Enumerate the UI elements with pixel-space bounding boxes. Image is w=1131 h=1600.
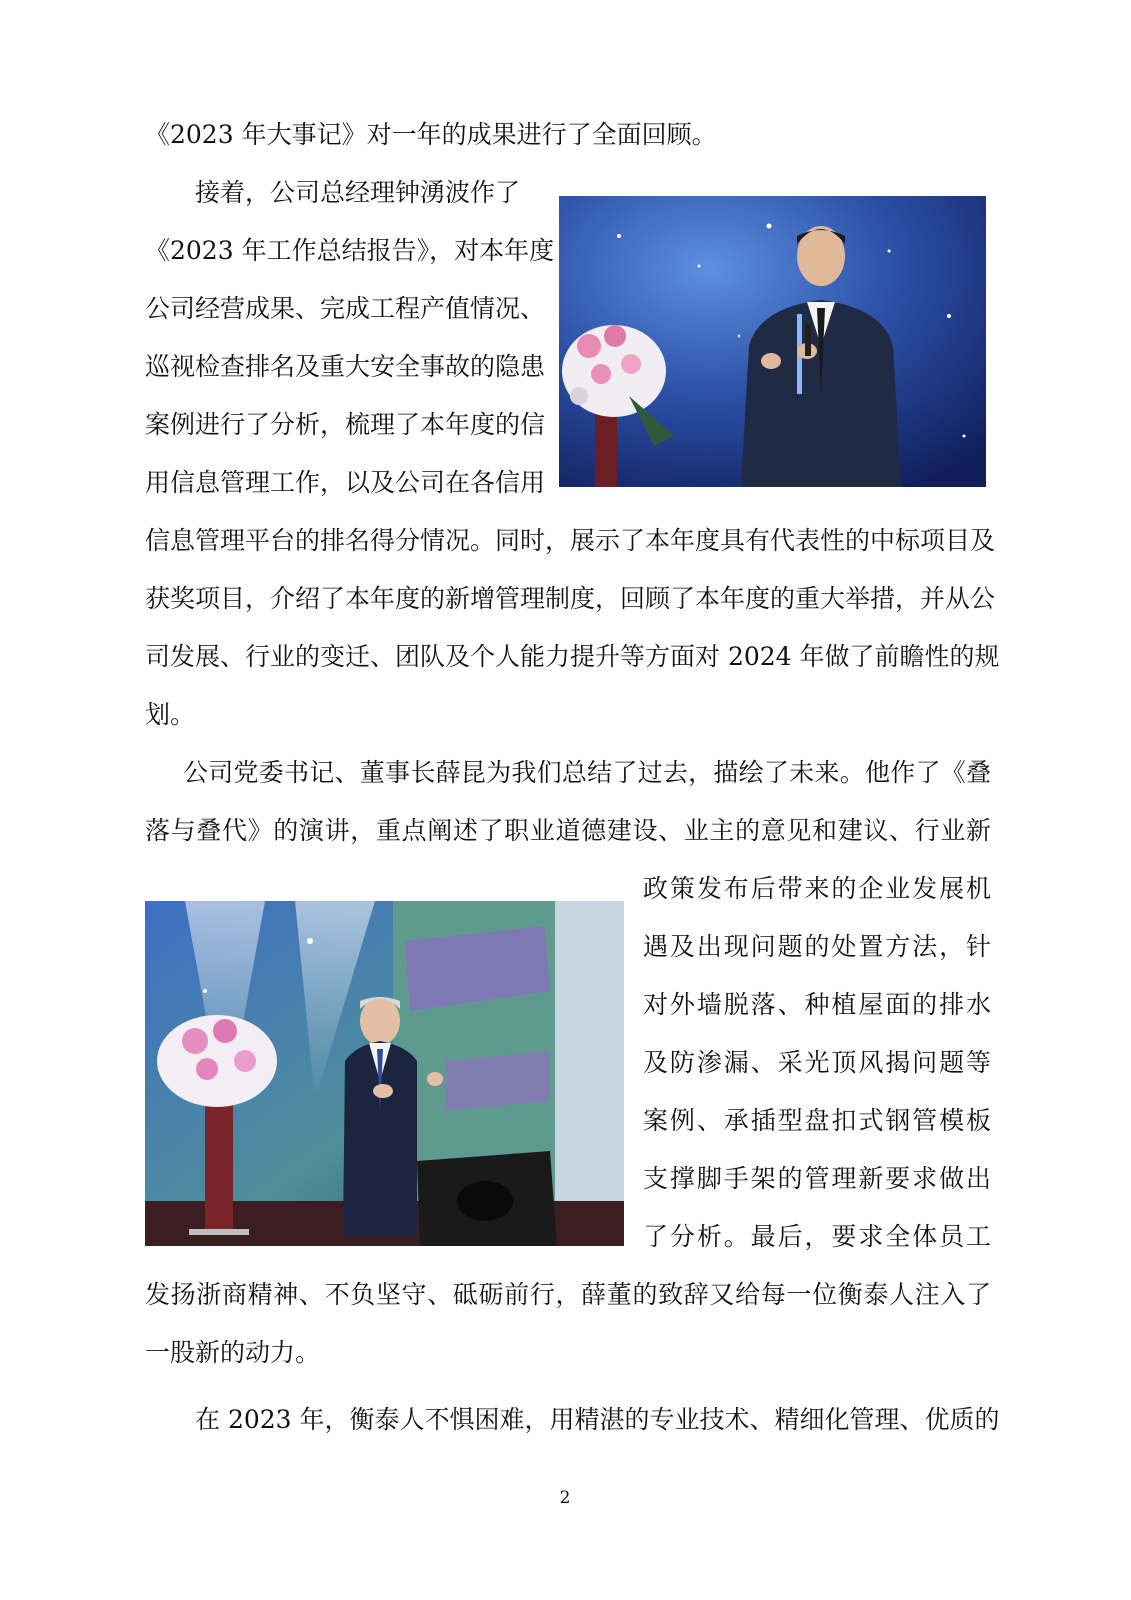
text-line: 用信息管理工作，以及公司在各信用 bbox=[145, 468, 546, 497]
text-line: 司发展、行业的变迁、团队及个人能力提升等方面对 2024 年做了前瞻性的规 bbox=[145, 642, 1000, 671]
text-line: 了分析。最后，要求全体员工 bbox=[643, 1222, 991, 1251]
text-line: 《2023 年工作总结报告》，对本年度 bbox=[145, 236, 555, 265]
text-line: 落与叠代》的演讲，重点阐述了职业道德建设、业主的意见和建议、行业新 bbox=[145, 816, 991, 845]
speaker-photo-2 bbox=[145, 901, 624, 1246]
text-line: 《2023 年大事记》对一年的成果进行了全面回顾。 bbox=[145, 120, 717, 149]
text-line: 接着，公司总经理钟湧波作了 bbox=[195, 178, 521, 207]
text-line: 公司党委书记、董事长薛昆为我们总结了过去，描绘了未来。他作了《叠 bbox=[183, 758, 991, 787]
text-line: 信息管理平台的排名得分情况。同时，展示了本年度具有代表性的中标项目及 bbox=[145, 526, 996, 555]
text-line: 发扬浙商精神、不负坚守、砥砺前行，薛董的致辞又给每一位衡泰人注入了 bbox=[145, 1280, 991, 1309]
text-line: 一股新的动力。 bbox=[145, 1338, 321, 1367]
text-line: 对外墙脱落、种植屋面的排水 bbox=[643, 990, 991, 1019]
text-line: 划。 bbox=[145, 700, 196, 729]
text-line: 遇及出现问题的处置方法，针 bbox=[643, 932, 991, 961]
text-line: 及防渗漏、采光顶风揭问题等 bbox=[643, 1048, 991, 1077]
text-line: 政策发布后带来的企业发展机 bbox=[643, 874, 991, 903]
page-number: 2 bbox=[559, 1488, 571, 1508]
text-line: 案例、承插型盘扣式钢管模板 bbox=[643, 1106, 991, 1135]
text-line: 案例进行了分析，梳理了本年度的信 bbox=[145, 410, 546, 439]
speaker-photo-1 bbox=[559, 196, 986, 487]
text-line: 公司经营成果、完成工程产值情况、 bbox=[145, 294, 546, 323]
text-line: 巡视检查排名及重大安全事故的隐患 bbox=[145, 352, 546, 381]
text-line: 获奖项目，介绍了本年度的新增管理制度，回顾了本年度的重大举措，并从公 bbox=[145, 584, 996, 613]
text-line: 支撑脚手架的管理新要求做出 bbox=[643, 1164, 991, 1193]
text-line: 在 2023 年，衡泰人不惧困难，用精湛的专业技术、精细化管理、优质的 bbox=[195, 1405, 1000, 1434]
